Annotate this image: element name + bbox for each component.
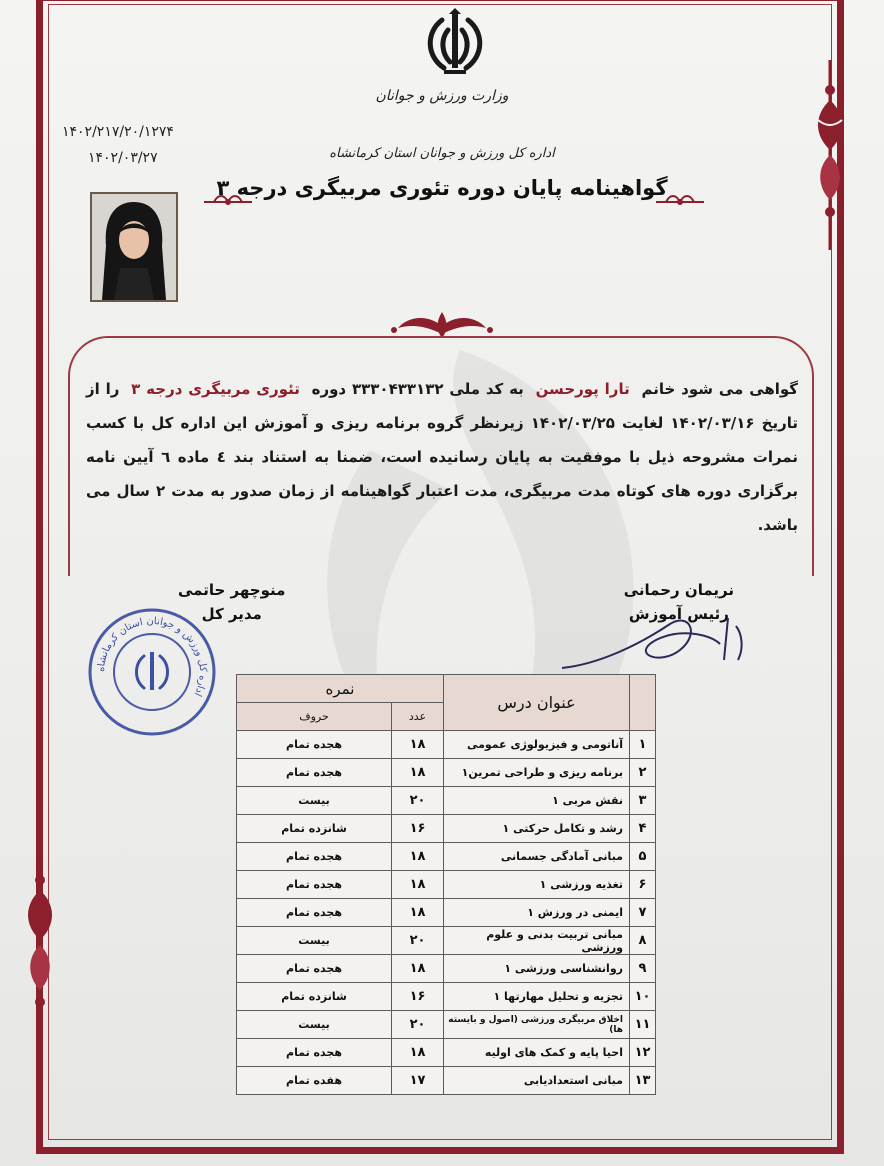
index-header (630, 675, 656, 731)
table-row (237, 815, 656, 843)
row-index: ۶ (630, 871, 656, 899)
row-grade-number: ۱۸ (392, 871, 444, 899)
number-header: عدد (392, 703, 444, 731)
signer-role: مدیر کل (201, 605, 262, 623)
row-index: ۱۰ (630, 983, 656, 1011)
iran-emblem-icon (420, 6, 490, 78)
row-grade-letters: هجده تمام (237, 759, 392, 787)
table-row (237, 871, 656, 899)
reference-date: ۱۴۰۲/۰۳/۲۷ (88, 150, 158, 166)
row-subject: ایمنی در ورزش ۱ (444, 899, 630, 927)
ministry-name: وزارت ورزش و جوانان (375, 88, 509, 104)
row-subject: احیا پایه و کمک های اولیه (444, 1039, 630, 1067)
row-subject: رشد و تکامل حرکتی ۱ (444, 815, 630, 843)
signer-name: نریمان رحمانی (623, 581, 734, 599)
seal-ring-text: اداره کل ورزش و جوانان استان کرمانشاه (95, 615, 209, 698)
official-seal-icon (86, 606, 218, 738)
row-grade-number: ۱۷ (392, 1067, 444, 1095)
row-subject: تغذیه ورزشی ۱ (444, 871, 630, 899)
table-row (237, 1067, 656, 1095)
row-grade-letters: هجده تمام (237, 731, 392, 759)
grade-header: نمره (237, 675, 444, 703)
holder-photo (90, 192, 178, 302)
row-subject: مبانی استعدادیابی (444, 1067, 630, 1095)
row-index: ۳ (630, 787, 656, 815)
row-grade-number: ۱۶ (392, 983, 444, 1011)
row-subject: مبانی تربیت بدنی و علوم ورزشی (444, 927, 630, 955)
row-index: ۱۱ (630, 1011, 656, 1039)
row-subject: نقش مربی ۱ (444, 787, 630, 815)
row-index: ۸ (630, 927, 656, 955)
table-row (237, 899, 656, 927)
office-name: اداره کل ورزش و جوانان استان کرمانشاه (329, 146, 555, 161)
row-grade-number: ۲۰ (392, 1011, 444, 1039)
row-index: ۲ (630, 759, 656, 787)
row-grade-number: ۱۸ (392, 759, 444, 787)
row-grade-number: ۲۰ (392, 787, 444, 815)
row-grade-number: ۱۶ (392, 815, 444, 843)
row-grade-letters: شانزده تمام (237, 983, 392, 1011)
row-grade-letters: هجده تمام (237, 1039, 392, 1067)
signer-name: منوچهر حاتمی (178, 581, 286, 599)
side-floral-ornament-icon (22, 860, 58, 1030)
row-grade-number: ۱۸ (392, 843, 444, 871)
handwritten-signature-icon (560, 604, 750, 674)
row-subject: تجزیه و تحلیل مهارتها ۱ (444, 983, 630, 1011)
row-index: ۴ (630, 815, 656, 843)
body-national-id: به کد ملی ۳۳۳۰۴۳۳۱۳۲ دوره (311, 380, 524, 398)
body-details: را از تاریخ ۱۴۰۲/۰۳/۱۶ لغایت ۱۴۰۲/۰۳/۲۵ زیرنظر گروه برنامه ریزی و آموزش این اداره کل با کسب نمرات مشروحه ذیل با موفقیت به پایان رسانیده است، ضمنا به استناد بند ٤ ماده ٦ آیین نامه برگزاری دوره های کوتاه مدت مربیگری، مدت اعتبار گواهینامه از زمان صدور به مدت ۲ سال می باشد. (86, 380, 798, 534)
grades-table (236, 674, 656, 1095)
row-grade-number: ۱۸ (392, 1039, 444, 1067)
table-row (237, 1011, 656, 1039)
row-grade-letters: هجده تمام (237, 955, 392, 983)
row-grade-letters: هفده تمام (237, 1067, 392, 1095)
row-index: ۹ (630, 955, 656, 983)
signer-role: رئیس آموزش (628, 605, 729, 623)
table-row (237, 731, 656, 759)
holder-name: تارا پورحسن (535, 380, 630, 398)
row-grade-number: ۱۸ (392, 899, 444, 927)
row-grade-letters: هجده تمام (237, 843, 392, 871)
table-row (237, 843, 656, 871)
row-subject: مبانی آمادگی جسمانی (444, 843, 630, 871)
row-grade-letters: بیست (237, 927, 392, 955)
portrait-image (92, 194, 176, 300)
table-row (237, 787, 656, 815)
course-name: تئوری مربیگری درجه ۳ (131, 380, 300, 398)
table-row (237, 1039, 656, 1067)
subject-header: عنوان درس (444, 675, 630, 731)
body-intro: گواهی می شود خانم (641, 380, 799, 398)
table-row (237, 983, 656, 1011)
row-subject: آناتومی و فیزیولوژی عمومی (444, 731, 630, 759)
row-grade-letters: هجده تمام (237, 899, 392, 927)
reference-number: ۱۴۰۲/۲۱۷/۲۰/۱۲۷۴ (62, 124, 174, 140)
table-row (237, 759, 656, 787)
row-subject: روانشناسی ورزشی ۱ (444, 955, 630, 983)
table-row (237, 955, 656, 983)
letters-header: حروف (237, 703, 392, 731)
row-grade-number: ۱۸ (392, 731, 444, 759)
row-index: ۱۳ (630, 1067, 656, 1095)
table-row (237, 927, 656, 955)
row-index: ۵ (630, 843, 656, 871)
row-index: ۷ (630, 899, 656, 927)
row-index: ۱۲ (630, 1039, 656, 1067)
row-grade-letters: بیست (237, 1011, 392, 1039)
row-grade-number: ۱۸ (392, 955, 444, 983)
row-grade-letters: هجده تمام (237, 871, 392, 899)
certificate-title: گواهینامه پایان دوره تئوری مربیگری درجه ۳ (216, 176, 668, 200)
row-subject: اخلاق مربیگری ورزشی (اصول و بایسته ها) (444, 1011, 630, 1039)
certificate-body (86, 372, 798, 542)
row-grade-letters: شانزده تمام (237, 815, 392, 843)
row-index: ۱ (630, 731, 656, 759)
row-subject: برنامه ریزی و طراحی تمرین۱ (444, 759, 630, 787)
row-grade-letters: بیست (237, 787, 392, 815)
row-grade-number: ۲۰ (392, 927, 444, 955)
